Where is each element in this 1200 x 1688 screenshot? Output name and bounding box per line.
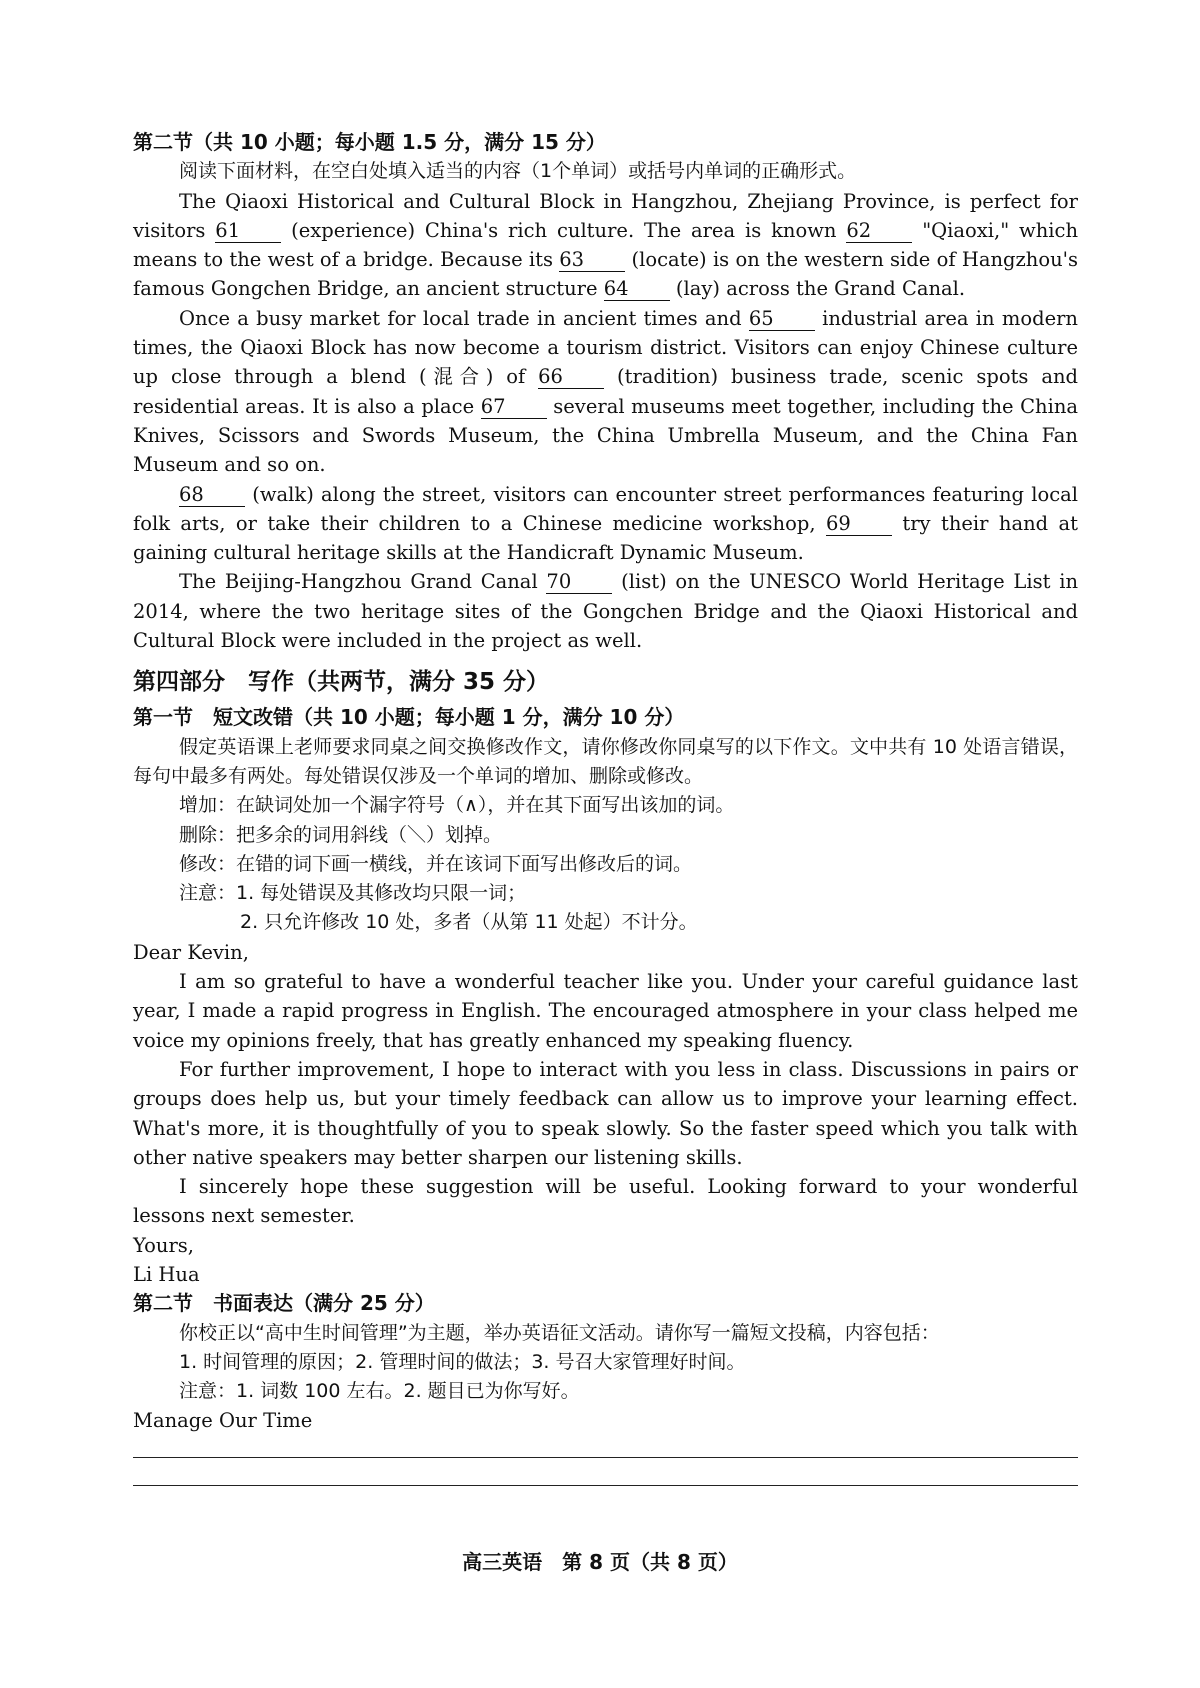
passage-text: try their hand at gaining cultural heritage skills at the Handicraft Dynamic Museum.: [133, 511, 1078, 565]
section-heading-writing: 第二节 书面表达（满分 25 分）: [133, 1291, 435, 1316]
section-heading-fill: 第二节（共 10 小题；每小题 1.5 分，满分 15 分）: [133, 130, 606, 154]
passage-text: (locate) is on the western side of Hangzhou's famous Gongchen Bridge, an ancient structure: [133, 248, 1078, 301]
answer-blank[interactable]: 68: [179, 484, 245, 507]
correction-rule: 增加：在缺词处加一个漏字符号（∧），并在其下面写出该加的词。: [179, 794, 735, 817]
passage-text: (experience) China's rich culture. The area is known: [281, 218, 847, 242]
exam-page: [133, 128, 1078, 1486]
correction-rule: 修改：在错的词下画一横线，并在该词下面写出修改后的词。: [179, 852, 693, 875]
letter-paragraph: I am so grateful to have a wonderful teacher like you. Under your careful guidance last year, I made a rapid progress in English. The encouraged atmosphere in your class helped me voice my opinions freely, that has greatly enhanced my speaking fluency.: [133, 970, 1078, 1052]
passage-paragraph: [133, 304, 1078, 480]
passage-text: (lay) across the Grand Canal.: [669, 277, 966, 301]
passage-text: several museums meet together, including the China Knives, Scissors and Swords Museum, the China Umbrella Museum, and the China Fan Museum and so on.: [133, 394, 1078, 477]
answer-blank[interactable]: 62: [846, 220, 912, 243]
answer-blank[interactable]: 70: [546, 571, 612, 594]
writing-note: 注意：1. 词数 100 左右。2. 题目已为你写好。: [179, 1380, 580, 1403]
passage-text: "Qiaoxi," which means to the west of a bridge. Because its: [133, 218, 1078, 272]
part-four-heading: 第四部分 写作（共两节，满分 35 分）: [133, 669, 550, 696]
letter-paragraph: I sincerely hope these suggestion will be useful. Looking forward to your wonderful lessons next semester.: [133, 1175, 1078, 1228]
writing-title: Manage Our Time: [133, 1409, 313, 1433]
page-footer: 高三英语 第 8 页（共 8 页）: [462, 1550, 738, 1574]
passage-text: industrial area in modern times, the Qiaoxi Block has now become a tourism district. Visitors can enjoy Chinese culture up close through a blend (混合) of: [133, 306, 1078, 389]
correction-rule-note: 2. 只允许修改 10 处，多者（从第 11 处起）不计分。: [240, 911, 698, 934]
passage-paragraph: [133, 480, 1078, 568]
letter-signature: Li Hua: [133, 1262, 200, 1286]
passage-text: (tradition) business trade, scenic spots and residential areas. It is also a place: [133, 365, 1078, 418]
writing-points: 1. 时间管理的原因；2. 管理时间的做法；3. 号召大家管理好时间。: [179, 1350, 746, 1373]
passage-text: (walk) along the street, visitors can encounter street performances featuring local folk arts, or take their children to a Chinese medicine workshop,: [133, 482, 1078, 535]
answer-blank[interactable]: 63: [559, 249, 625, 272]
passage-text: (list) on the UNESCO World Heritage List in 2014, where the two heritage sites of the Gongchen Bridge and the Qiaoxi Historical and Cultural Block were included in the project as well.: [133, 570, 1078, 653]
answer-blank[interactable]: 67: [481, 396, 547, 419]
answer-line[interactable]: [133, 1457, 1078, 1458]
passage-text: The Beijing-Hangzhou Grand Canal: [179, 570, 547, 594]
writing-instruction: 你校正以“高中生时间管理”为主题，举办英语征文活动。请你写一篇短文投稿，内容包括：: [179, 1321, 940, 1344]
answer-blank[interactable]: 65: [749, 308, 815, 331]
fill-instruction: 阅读下面材料，在空白处填入适当的内容（1个单词）或括号内单词的正确形式。: [179, 160, 857, 183]
letter-closing: Yours,: [133, 1233, 195, 1257]
letter-salutation: Dear Kevin,: [133, 940, 249, 964]
answer-line[interactable]: [133, 1485, 1078, 1486]
correction-rule: 注意：1. 每处错误及其修改均只限一词；: [179, 882, 527, 905]
passage-paragraph: [133, 567, 1078, 655]
answer-blank[interactable]: 61: [215, 220, 281, 243]
answer-blank[interactable]: 64: [604, 278, 670, 301]
answer-blank[interactable]: 69: [826, 513, 892, 536]
fill-passage: [133, 187, 1078, 656]
letter-paragraph: For further improvement, I hope to interact with you less in class. Discussions in pairs or groups does help us, but your timely feedback can allow us to improve your learning effect. What's more, it is thoughtfully of you to speak slowly. So the faster speed which you talk with other native speakers may better sharpen our listening skills.: [133, 1057, 1078, 1169]
passage-text: Once a busy market for local trade in ancient times and: [179, 306, 749, 330]
section-heading-correction: 第一节 短文改错（共 10 小题；每小题 1 分，满分 10 分）: [133, 705, 685, 730]
correction-rule: 删除：把多余的词用斜线（＼）划掉。: [179, 823, 503, 846]
correction-instruction: 假定英语课上老师要求同桌之间交换修改作文，请你修改你同桌写的以下作文。文中共有 10 处语言错误，每句中最多有两处。每处错误仅涉及一个单词的增加、删除或修改。: [133, 735, 1078, 787]
passage-paragraph: [133, 187, 1078, 304]
answer-blank[interactable]: 66: [538, 366, 604, 389]
passage-text: The Qiaoxi Historical and Cultural Block in Hangzhou, Zhejiang Province, is perfect for visitors: [133, 189, 1078, 242]
